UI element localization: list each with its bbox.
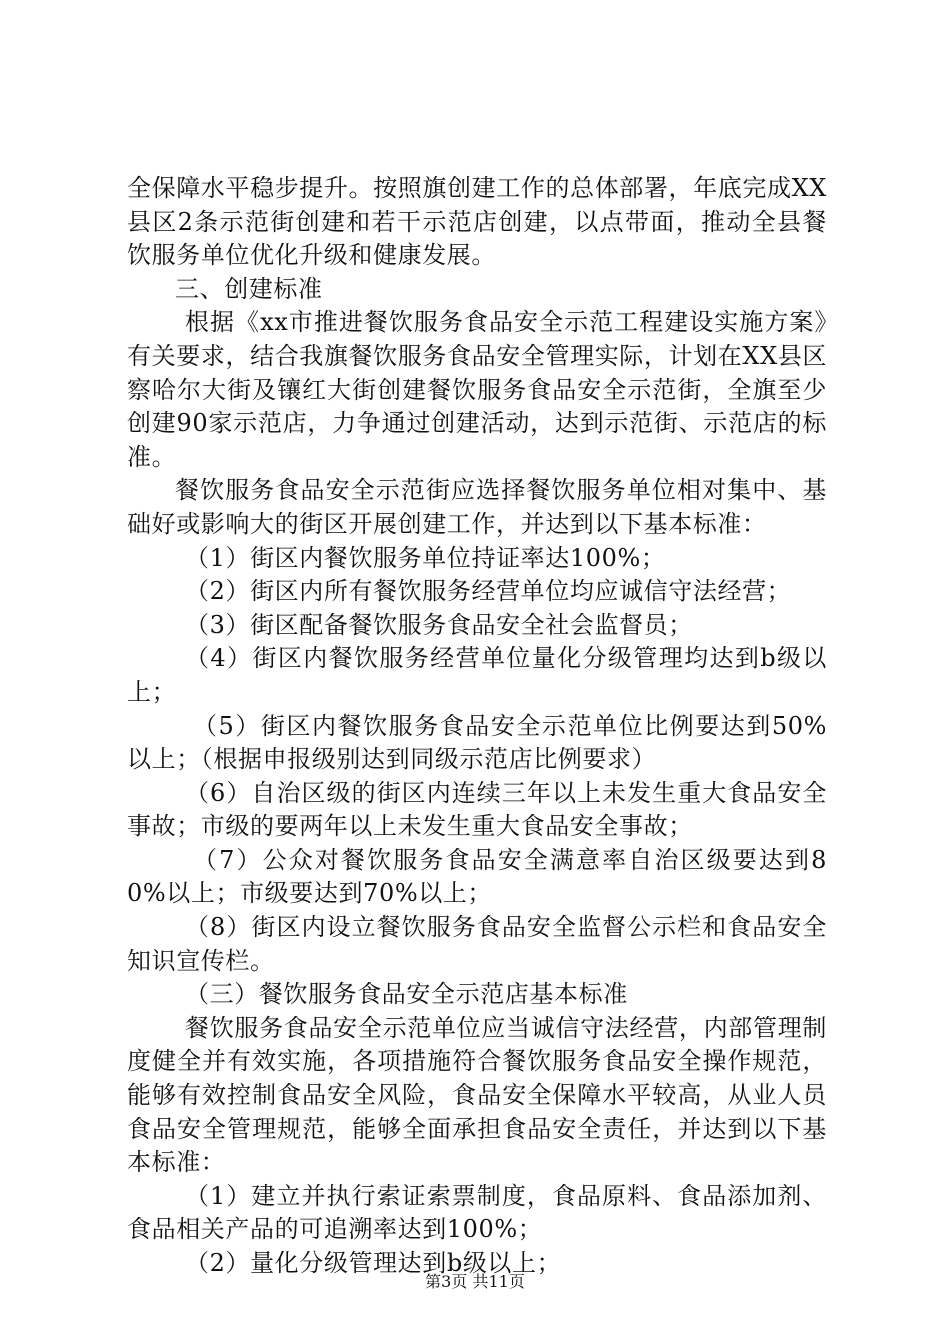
list-item-street-3: （3）街区配备餐饮服务食品安全社会监督员； bbox=[185, 610, 693, 639]
list-item-street-2: （2）街区内所有餐饮服务经营单位均应诚信守法经营； bbox=[185, 577, 792, 606]
list-item-shop-1: （1）建立并执行索证索票制度，食品原料、食品添加剂、食品相关产品的可追溯率达到100%； bbox=[127, 1181, 827, 1244]
paragraph-intro-continuation: 全保障水平稳步提升。按照旗创建工作的总体部署，年底完成XX县区2条示范街创建和若干示范店创建，以点带面，推动全县餐饮服务单位优化升级和健康发展。 bbox=[127, 174, 827, 270]
list-item-shop-2: （2）量化分级管理达到b级以上； bbox=[185, 1249, 562, 1277]
document-body bbox=[127, 172, 827, 1281]
page-footer bbox=[0, 1272, 950, 1292]
list-item-street-1: （1）街区内餐饮服务单位持证率达100%； bbox=[185, 543, 666, 572]
list-item-street-5: （5）街区内餐饮服务食品安全示范单位比例要达到50%以上；（根据申报级别达到同级示范店比例要求） bbox=[127, 711, 827, 774]
page-total: 共11页 bbox=[472, 1272, 525, 1291]
list-item-street-8: （8）街区内设立餐饮服务食品安全监督公示栏和食品安全知识宣传栏。 bbox=[127, 913, 827, 975]
list-item-street-4: （4）街区内餐饮服务经营单位量化分级管理均达到b级以上； bbox=[127, 644, 827, 706]
page-number: 第3页 bbox=[425, 1272, 468, 1291]
paragraph-shop-standard-intro: 餐饮服务食品安全示范单位应当诚信守法经营，内部管理制度健全并有效实施，各项措施符合餐饮服务食品安全操作规范，能够有效控制食品安全风险，食品安全保障水平较高，从业人员食品安全管理规范，能够全面承担食品安全责任，并达到以下基本标准： bbox=[127, 1013, 827, 1177]
section-heading-criteria: 三、创建标准 bbox=[175, 274, 323, 303]
list-item-street-6: （6）自治区级的街区内连续三年以上未发生重大食品安全事故；市级的要两年以上未发生重大食品安全事故； bbox=[127, 778, 827, 841]
paragraph-basis: 根据《xx市推进餐饮服务食品安全示范工程建设实施方案》有关要求，结合我旗餐饮服务食品安全管理实际，计划在XX县区察哈尔大街及镶红大街创建餐饮服务食品安全示范街，全旗至少创建90家示范店，力争通过创建活动，达到示范街、示范店的标准。 bbox=[127, 308, 827, 471]
section-heading-shop-standard: （三）餐饮服务食品安全示范店基本标准 bbox=[185, 980, 628, 1009]
list-item-street-7: （7）公众对餐饮服务食品安全满意率自治区级要达到80%以上；市级要达到70%以上； bbox=[127, 845, 827, 908]
paragraph-street-standard-intro: 餐饮服务食品安全示范街应选择餐饮服务单位相对集中、基础好或影响大的街区开展创建工作，并达到以下基本标准： bbox=[127, 476, 827, 538]
